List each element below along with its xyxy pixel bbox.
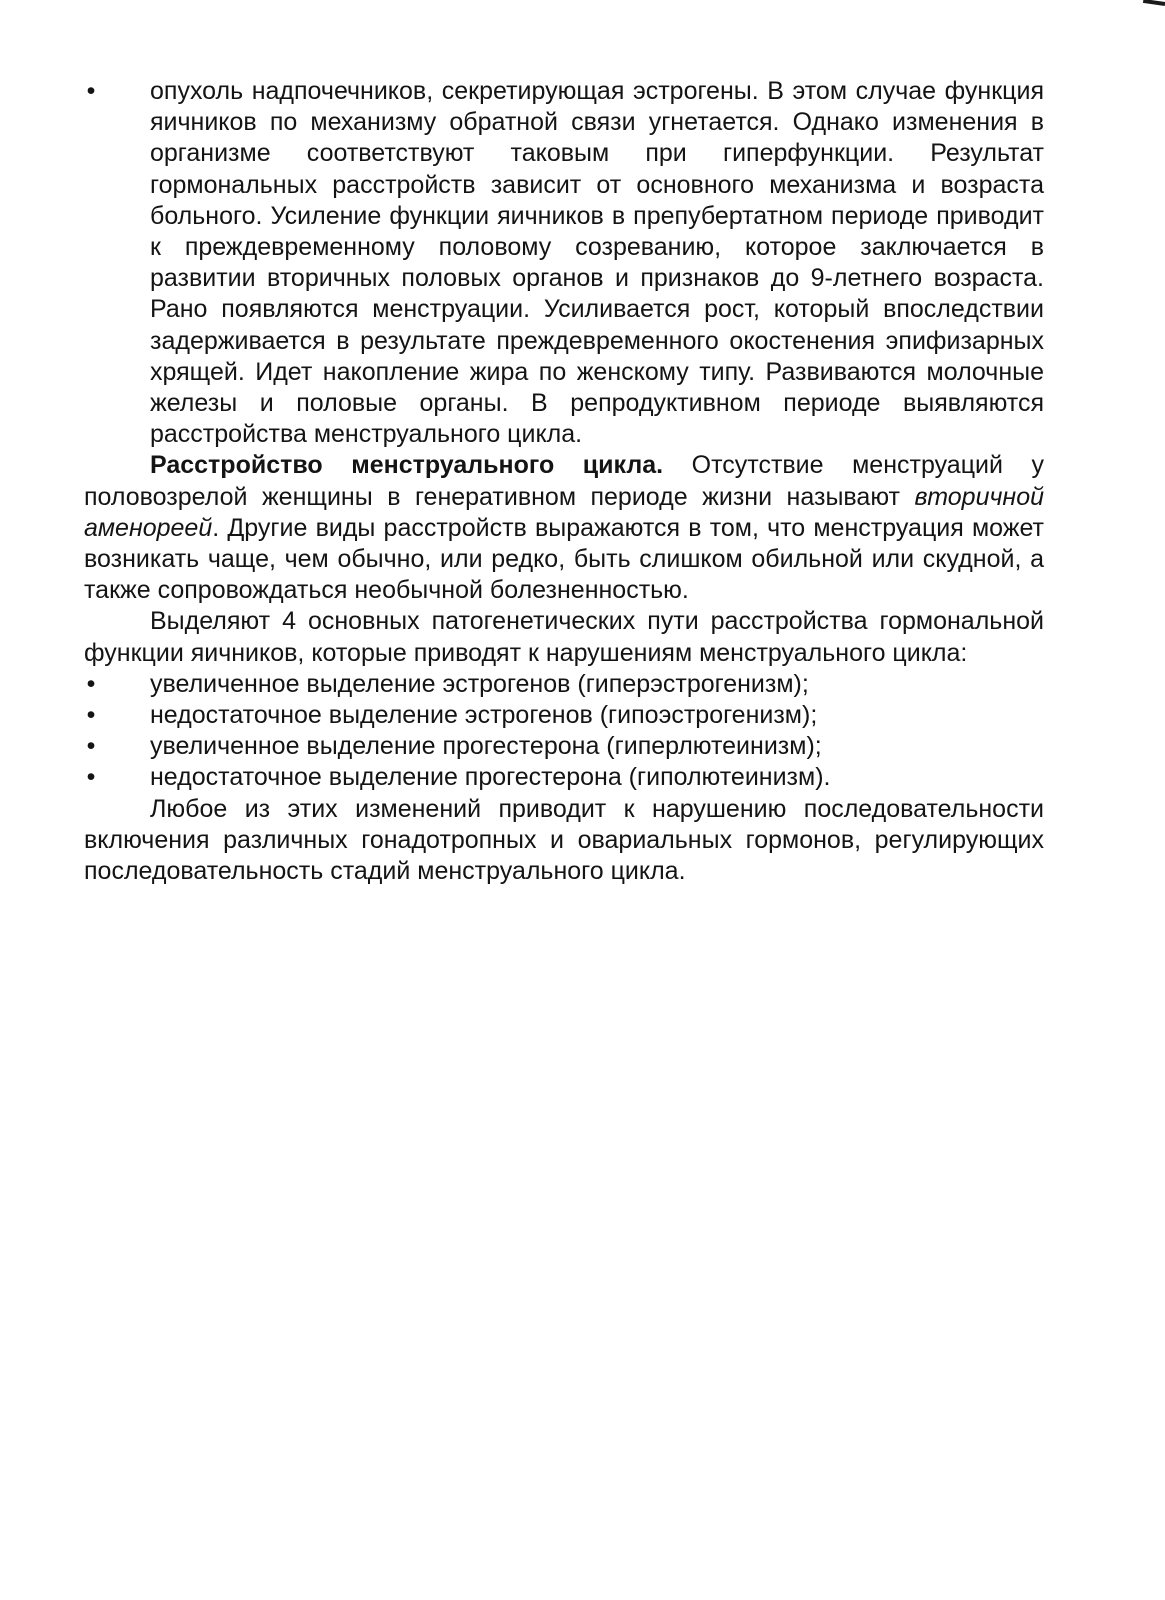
- list-item-text: увеличенное выделение эстрогенов (гиперэстрогенизм);: [150, 669, 809, 698]
- bullet-icon: •: [86, 669, 96, 698]
- list-item-text: недостаточное выделение эстрогенов (гипоэстрогенизм);: [150, 701, 818, 730]
- bullet-icon: •: [86, 701, 96, 730]
- pathways-list: [84, 669, 1044, 794]
- bullet-icon: •: [86, 763, 96, 792]
- list-item: [84, 700, 1044, 731]
- section-text-before-term: Отсутствие менструаций у половозрелой женщины в генеративном периоде жизни называют: [84, 451, 1044, 511]
- list-item-text: недостаточное выделение прогестерона (гиполютеинизм).: [150, 763, 831, 792]
- section-heading: Расстройство менструального цикла.: [150, 451, 664, 480]
- section-term: вторичной аменореей: [84, 482, 1044, 542]
- section-text-after-term: . Другие виды расстройств выражаются в том, что менструация может возникать чаще, чем обычно, или редко, быть слишком обильной или скудной, а также сопровождаться необычной болезненностью.: [84, 513, 1044, 605]
- scan-mark: [1143, 0, 1165, 6]
- body-text: [84, 76, 1044, 887]
- bullet-icon: •: [86, 732, 96, 761]
- bullet-icon: •: [86, 77, 96, 105]
- section-paragraph: [84, 450, 1044, 606]
- closing-paragraph: Любое из этих изменений приводит к нарушению последовательности включения различных гонадотропных и овариальных гормонов, регулирующих последовательность стадий менструального цикла.: [84, 794, 1044, 886]
- list-item: [84, 731, 1044, 762]
- intro-bullet-text: опухоль надпочечников, секретирующая эстрогены. В этом случае функция яичников по механизму обратной связи угнетается. Однако изменения в организме соответствуют таковым при гиперфункции. Результат гормональных расстройств зависит от основного механизма и возраста больного. Усиление функции яичников в препубертатном периоде приводит к преждевременному половому созреванию, которое заключается в развитии вторичных половых органов и признаков до 9-летнего возраста. Рано появляются менструации. Усиливается рост, который впоследствии задерживается в результате преждевременного окостенения эпифизарных хрящей. Идет накопление жира по женскому типу. Развиваются молочные железы и половые органы. В репродуктивном периоде выявляются расстройства менструального цикла.: [150, 77, 1044, 449]
- list-item-text: увеличенное выделение прогестерона (гиперлютеинизм);: [150, 732, 822, 761]
- pathways-intro: Выделяют 4 основных патогенетических пути расстройства гормональной функции яичников, которые приводят к нарушениям менструального цикла:: [84, 607, 1044, 667]
- list-item: [84, 762, 1044, 793]
- list-item: [84, 669, 1044, 700]
- intro-bullet-paragraph: [84, 76, 1044, 450]
